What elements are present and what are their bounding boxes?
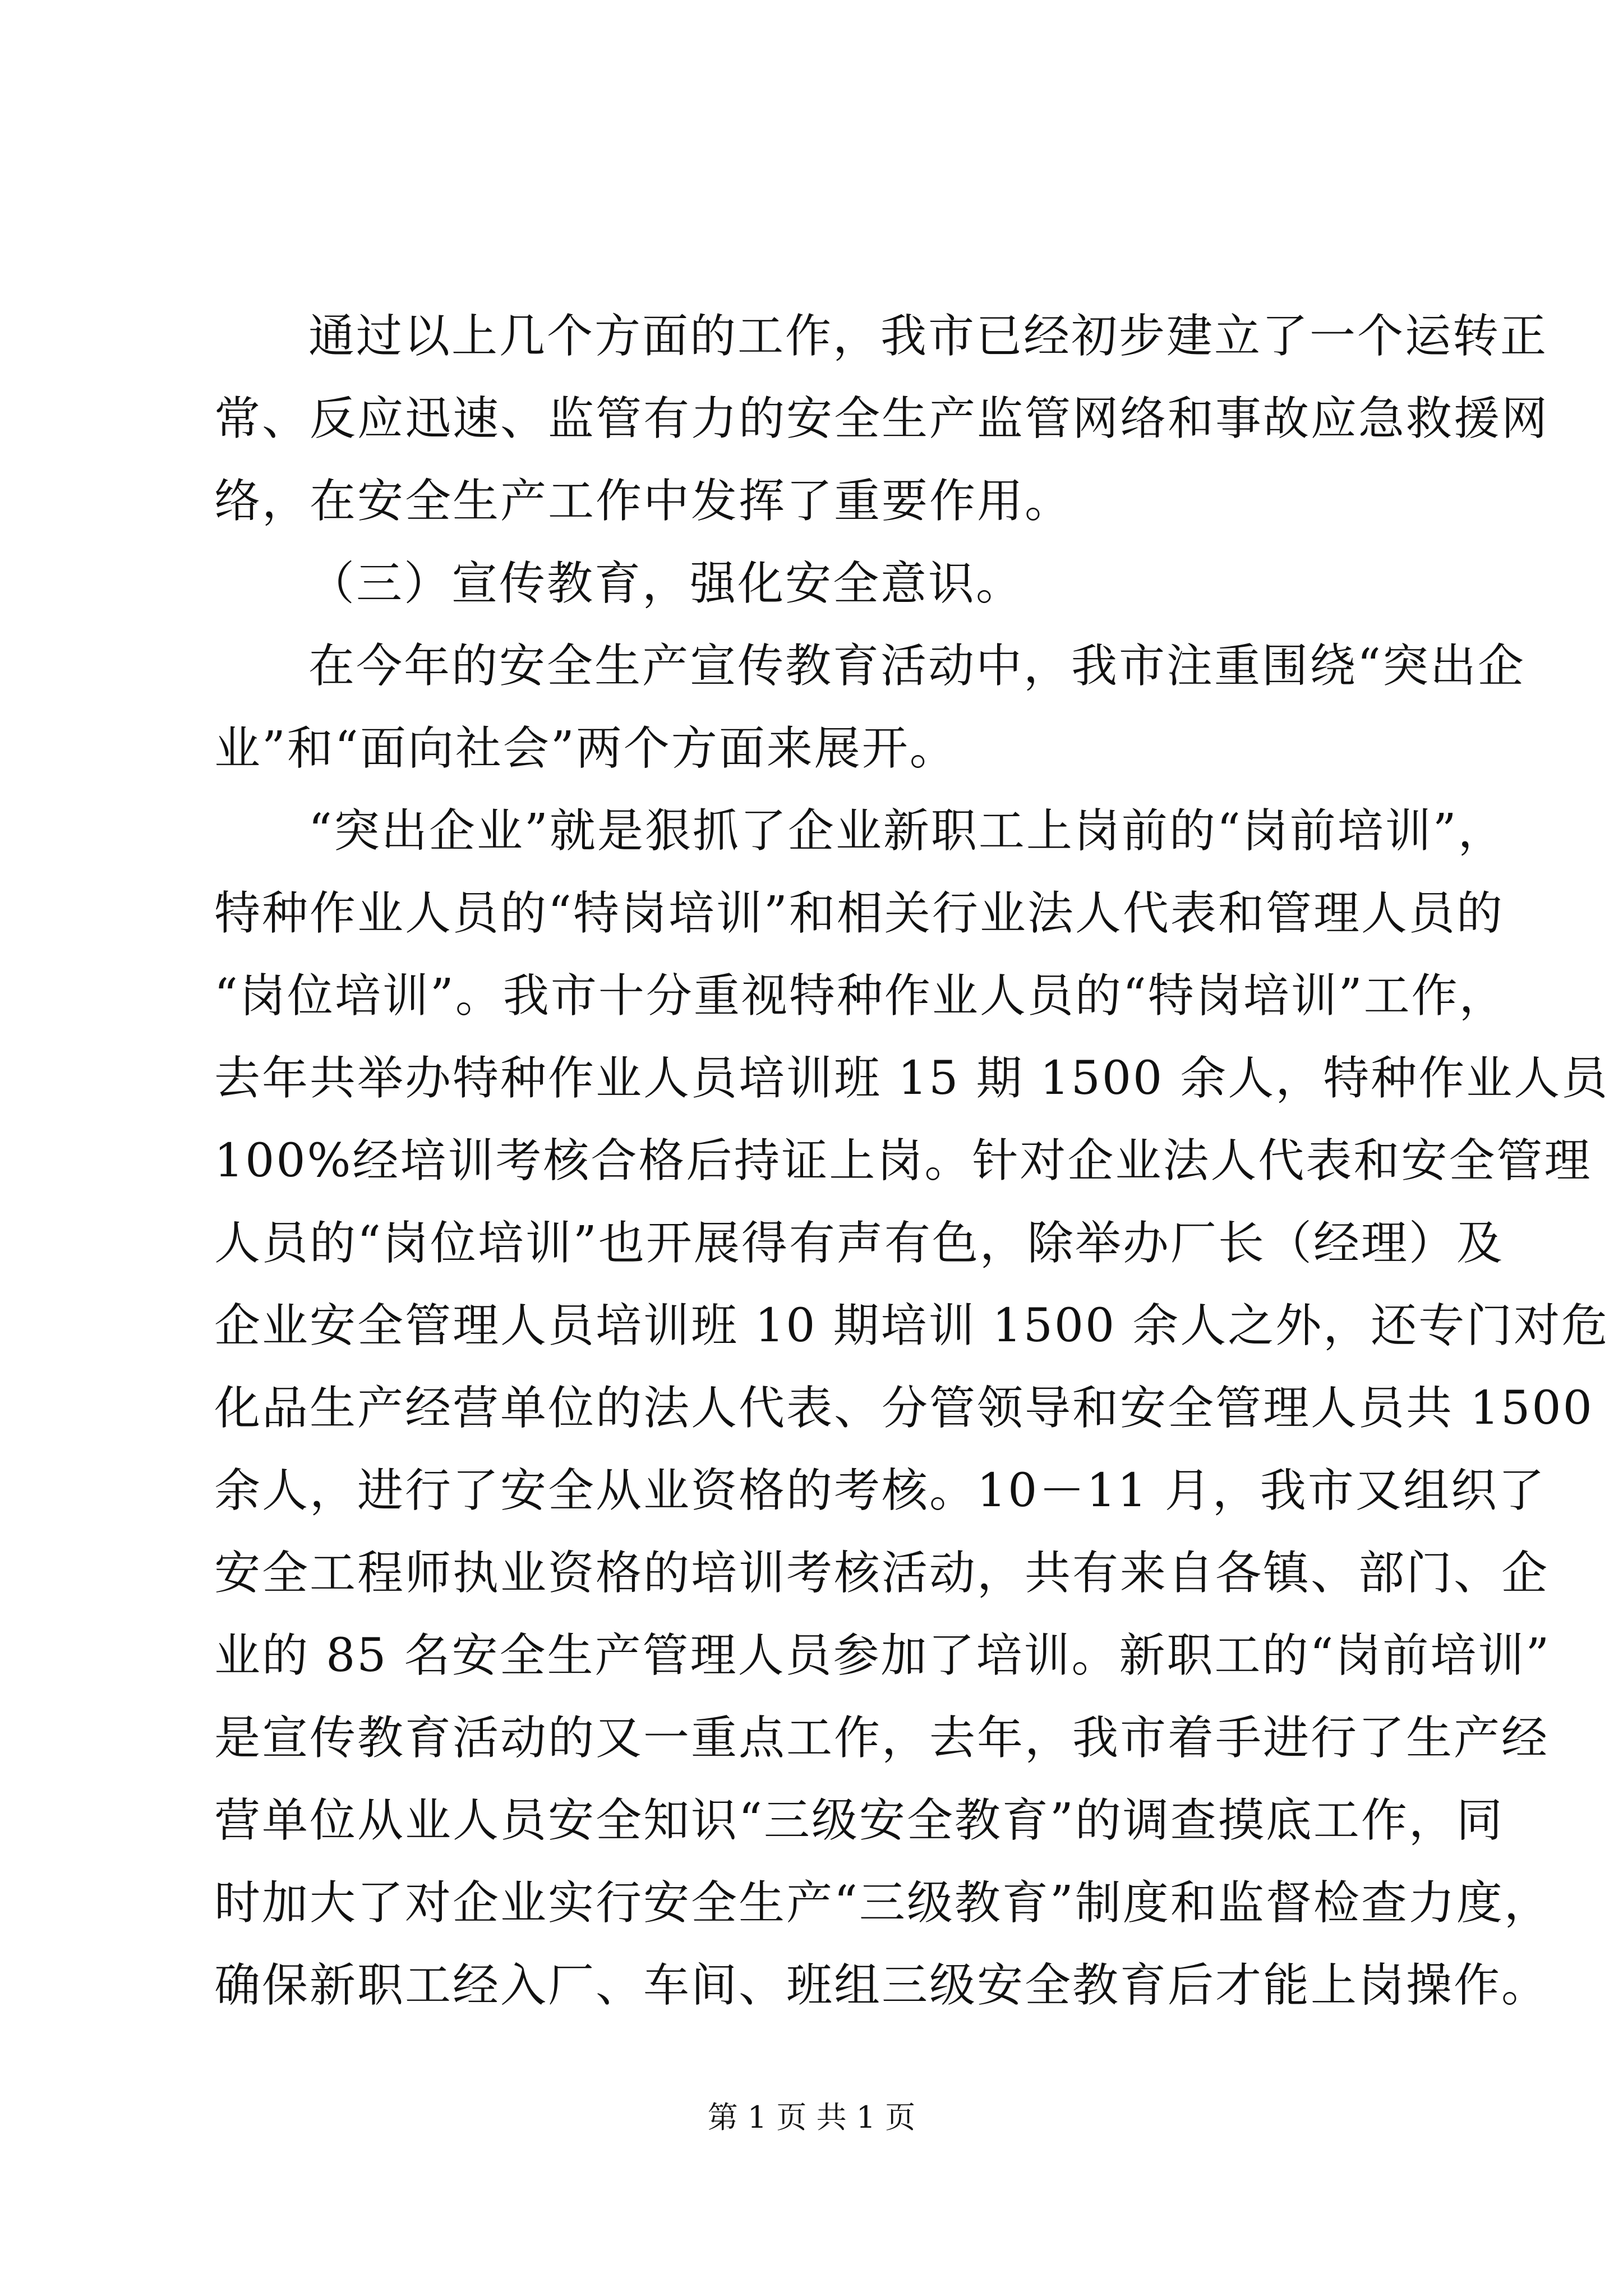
text-line: 安全工程师执业资格的培训考核活动，共有来自各镇、部门、企 [214,1547,1550,1600]
text-line: 人员的“岗位培训”也开展得有声有色，除举办厂长（经理）及 [214,1217,1504,1270]
text-line: 确保新职工经入厂、车间、班组三级安全教育后才能上岗操作。 [214,1959,1550,2012]
text-line: 特种作业人员的“特岗培训”和相关行业法人代表和管理人员的 [214,887,1504,940]
text-line: 通过以上几个方面的工作，我市已经初步建立了一个运转正 [308,310,1548,363]
text-line: 在今年的安全生产宣传教育活动中，我市注重围绕“突出企 [308,639,1525,693]
text-line: 常、反应迅速、监管有力的安全生产监管网络和事故应急救援网 [214,392,1550,445]
text-line: 化品生产经营单位的法人代表、分管领导和安全管理人员共 1500 [214,1382,1594,1435]
text-line: 去年共举办特种作业人员培训班 15 期 1500 余人，特种作业人员 [214,1052,1610,1105]
text-line: 时加大了对企业实行安全生产“三级教育”制度和监督检查力度， [214,1876,1552,1930]
text-line: 100%经培训考核合格后持证上岗。针对企业法人代表和安全管理 [214,1134,1592,1188]
text-line: “突出企业”就是狠抓了企业新职工上岗前的“岗前培训”， [308,804,1506,858]
text-line: 业的 85 名安全生产管理人员参加了培训。新职工的“岗前培训” [214,1629,1551,1682]
text-line: 络，在安全生产工作中发挥了重要作用。 [214,475,1073,528]
text-line: 营单位从业人员安全知识“三级安全教育”的调查摸底工作，同 [214,1794,1504,1847]
page-number-footer: 第 1 页 共 1 页 [707,2100,916,2135]
text-line: 是宣传教育活动的又一重点工作，去年，我市着手进行了生产经 [214,1711,1550,1765]
text-line: 业”和“面向社会”两个方面来展开。 [214,722,957,775]
text-line: “岗位培训”。我市十分重视特种作业人员的“特岗培训”工作， [214,969,1507,1023]
text-line: 余人，进行了安全从业资格的考核。10－11 月，我市又组织了 [214,1464,1546,1517]
section-heading: （三）宣传教育，强化安全意识。 [308,557,1024,610]
text-line: 企业安全管理人员培训班 10 期培训 1500 余人之外，还专门对危 [214,1299,1610,1352]
